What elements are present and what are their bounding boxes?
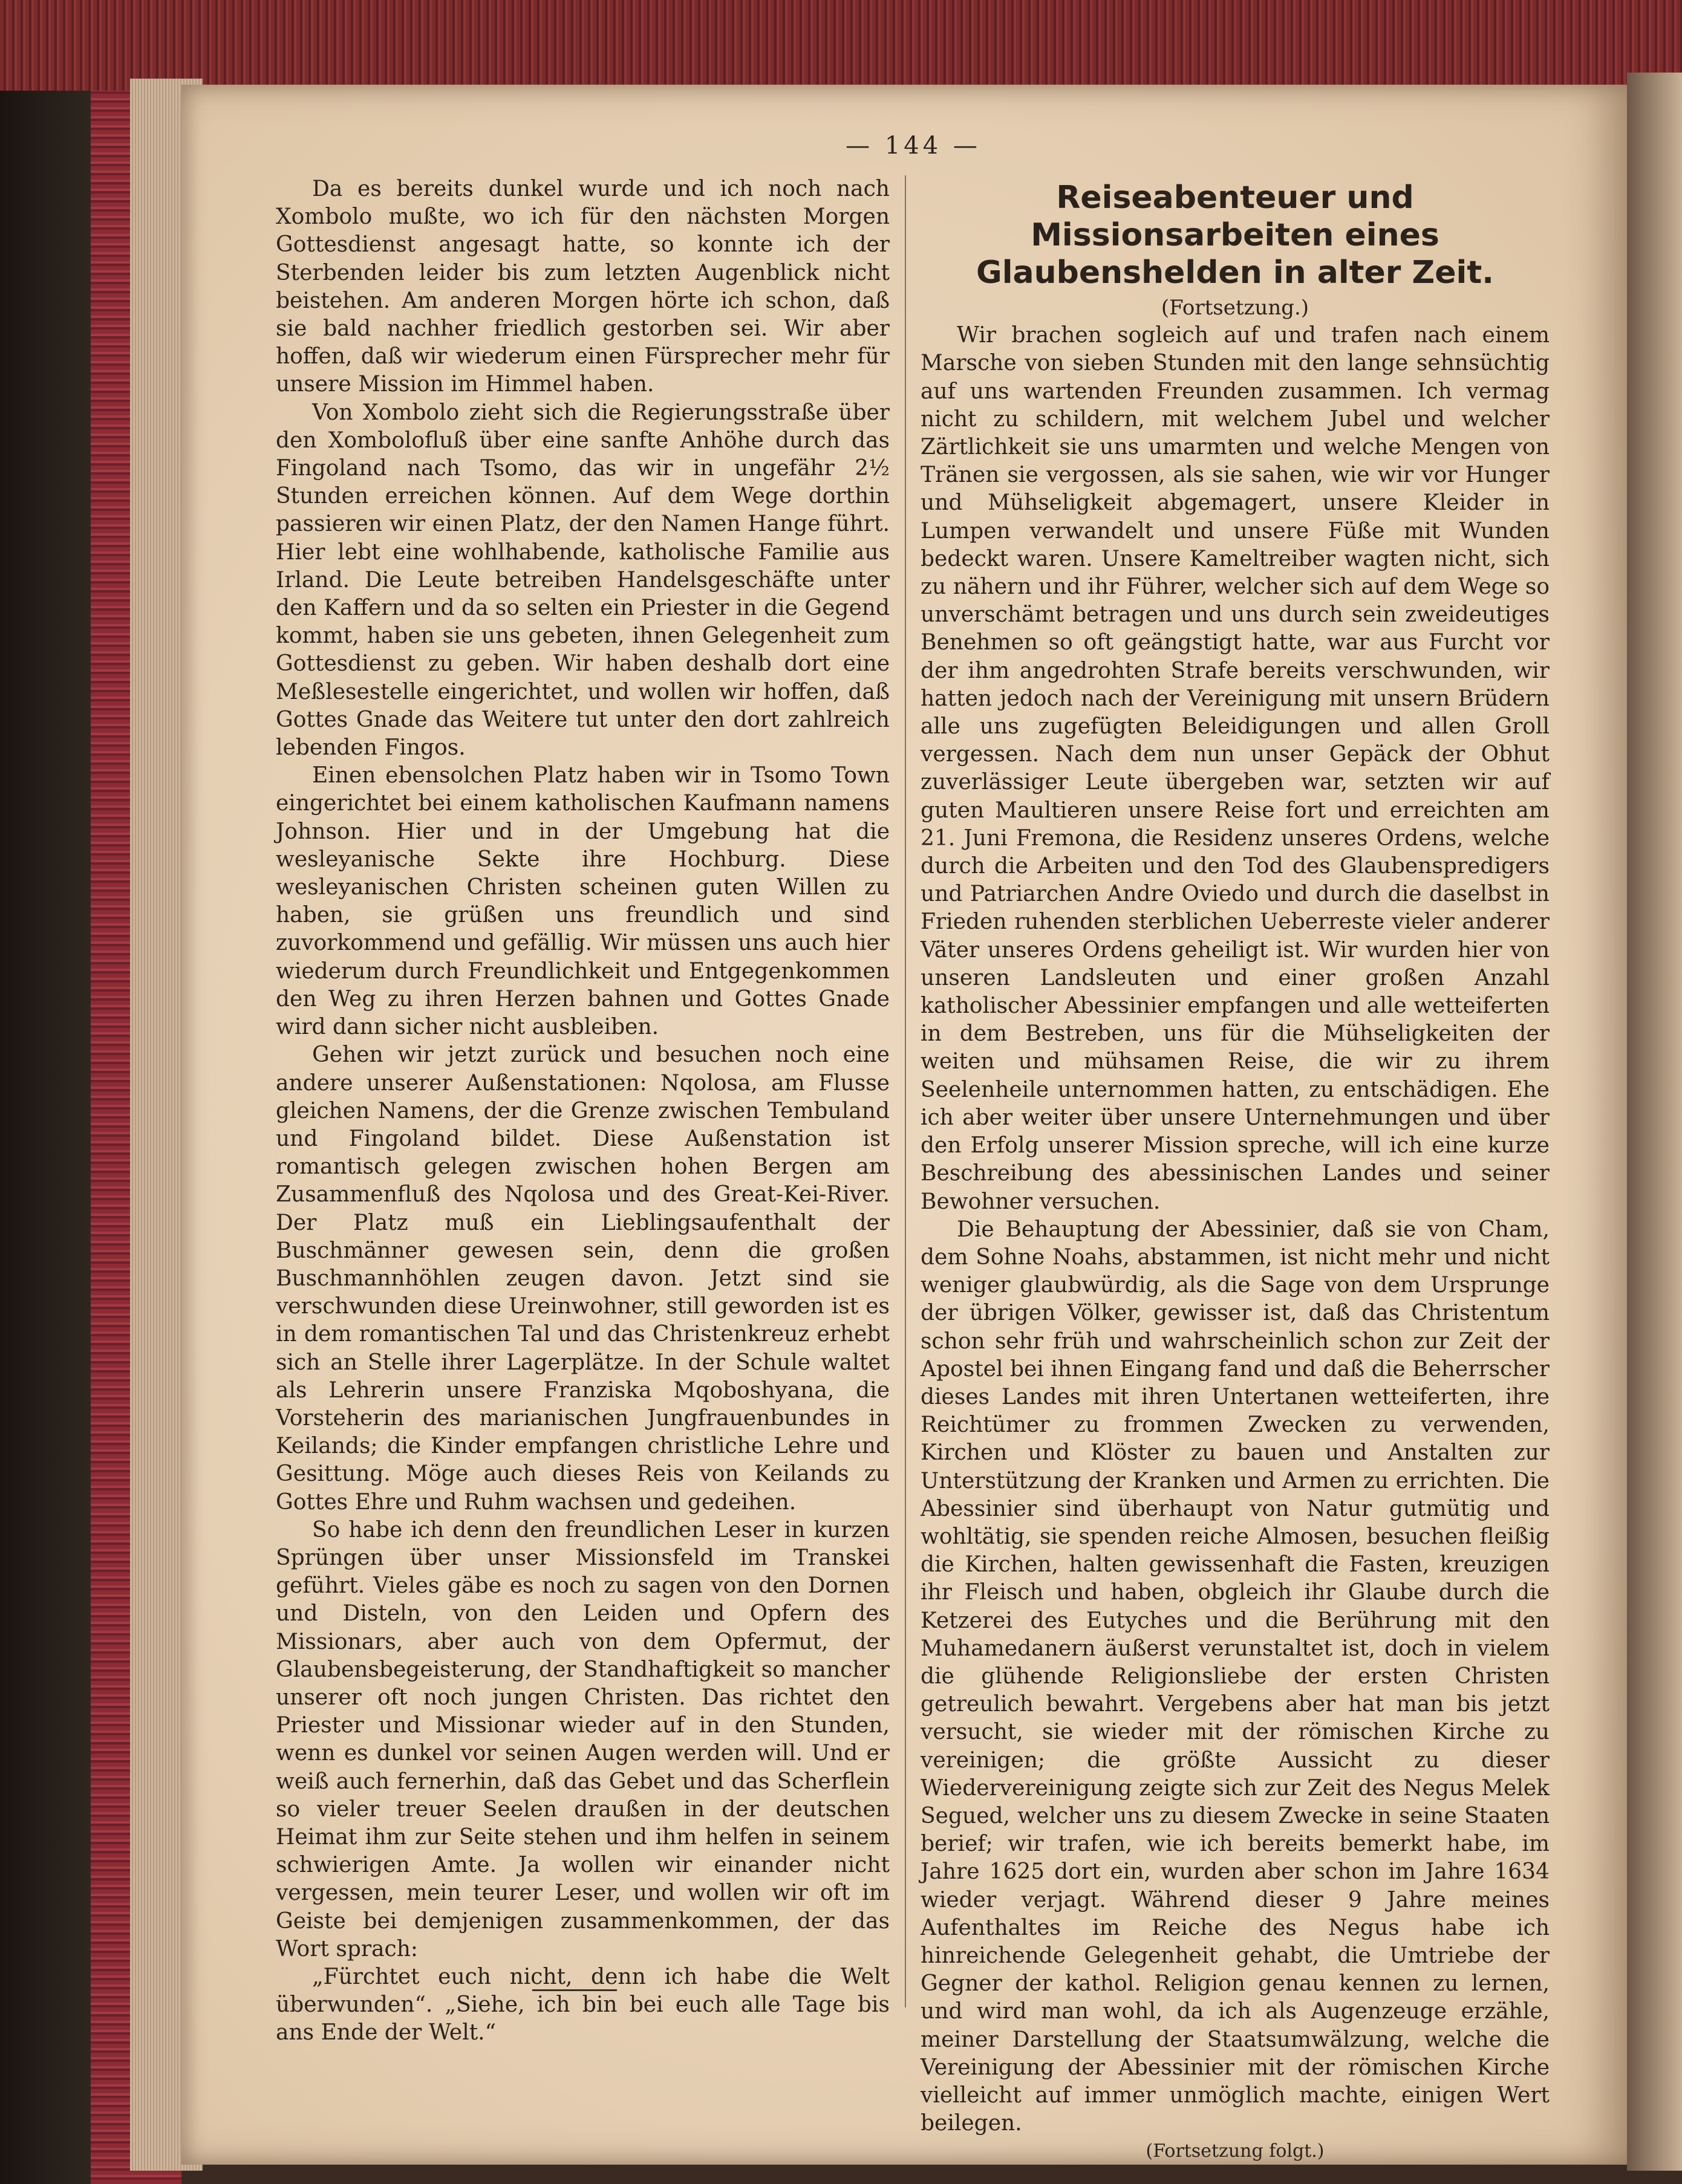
- right-column: [921, 175, 1550, 2166]
- column-divider: [905, 175, 906, 2007]
- book-binding-top: [0, 0, 1682, 91]
- paragraph: Von Xombolo zieht sich die Regierungsstraße über den Xombolofluß über eine sanfte Anhöhe durch das Fingoland nach Tsomo, das wir in ungefähr 2½ Stunden erreichen können. Auf dem Wege dorthin passieren wir einen Platz, der den Namen Hange führt. Hier lebt eine wohlhabende, katholische Familie aus Irland. Die Leute betreiben Handelsgeschäfte unter den Kaffern und da so selten ein Priester in die Gegend kommt, haben sie uns gebeten, ihnen Gelegenheit zum Gottesdienst zu geben. Wir haben deshalb dort eine Meßlesestelle eingerichtet, und wollen wir hoffen, daß Gottes Gnade das Weitere tut unter den dort zahlreich lebenden Fingos.: [276, 400, 890, 761]
- paragraph: Gehen wir jetzt zurück und besuchen noch eine andere unserer Außenstationen: Nqolosa, am Flusse gleichen Namens, der die Grenze zwischen Tembuland und Fingoland bildet. Diese Außenstation ist romantisch gelegen zwischen hohen Bergen am Zusammenfluß des Nqolosa und des Great-Kei-River. Der Platz muß ein Lieblingsaufenthalt der Buschmänner gewesen sein, denn die großen Buschmannhöhlen zeugen davon. Jetzt sind sie verschwunden diese Ureinwohner, still geworden ist es in dem romantischen Tal und das Christenkreuz erhebt sich an Stelle ihrer Lagerplätze. In der Schule waltet als Lehrerin unsere Franziska Mqoboshyana, die Vorsteherin des marianischen Jungfrauenbundes in Keilands; die Kinder empfangen christliche Lehre und Gesittung. Möge auch dieses Reis von Keilands zu Gottes Ehre und Ruhm wachsen und gedeihen.: [276, 1042, 890, 1515]
- article-subtitle: (Fortsetzung.): [1161, 296, 1309, 320]
- facing-page-edge: [1627, 73, 1682, 2171]
- paragraph: Da es bereits dunkel wurde und ich noch nach Xombolo mußte, wo ich für den nächsten Morgen Gottesdienst angesagt hatte, so konnte ich der Sterbenden leider bis zum letzten Augenblick nicht beistehen. Am anderen Morgen hörte ich schon, daß sie bald nachher friedlich gestorben sei. Wir aber hoffen, daß wir wiederum einen Fürsprecher mehr für unsere Mission im Himmel haben.: [276, 177, 890, 397]
- left-column: [276, 175, 890, 2047]
- paragraph: Wir brachen sogleich auf und trafen nach einem Marsche von sieben Stunden mit den lange sehnsüchtig auf uns wartenden Freunden zusammen. Ich vermag nicht zu schildern, mit welchem Jubel und welcher Zärtlichkeit sie uns umarmten und welche Mengen von Tränen sie vergossen, als sie sahen, wie wir vor Hunger und Mühseligkeit abgemagert, unsere Kleider in Lumpen verwandelt und unsere Füße mit Wunden bedeckt waren. Unsere Kameltreiber wagten nicht, sich zu nähern und ihr Führer, welcher sich auf dem Wege so unverschämt betragen und uns durch sein zweideutiges Benehmen so oft geängstigt hatte, war aus Furcht vor der ihm angedrohten Strafe bereits verschwunden, wir hatten jedoch nach der Vereinigung mit unsern Brüdern alle uns zugefügten Beleidigungen und allen Groll vergessen. Nach dem nun unser Gepäck der Obhut zuverlässiger Leute übergeben war, setzten wir auf guten Maultieren unsere Reise fort und erreichten am 21. Juni Fremona, die Residenz unseres Ordens, welche durch die Arbeiten und den Tod des Glaubenspredigers und Patriarchen Andre Oviedo und durch die daselbst in Frieden ruhenden sterblichen Ueberreste vieler anderer Väter unseres Ordens geheiligt ist. Wir wurden hier von unseren Landsleuten und einer großen Anzahl katholischer Abessinier empfangen und alle wetteiferten in dem Bestreben, uns für die Mühseligkeiten der weiten und mühsamen Reise, die wir zu ihrem Seelenheile unternommen hatten, zu entschädigen. Ehe ich aber weiter über unsere Unternehmungen und über den Erfolg unserer Mission spreche, will ich eine kurze Beschreibung des abessinischen Landes und seiner Bewohner versuchen.: [921, 323, 1550, 1214]
- article-title: Reiseabenteuer und Missionsarbeiten eines Glaubenshelden in alter Zeit.: [976, 180, 1494, 291]
- paragraph: Die Behauptung der Abessinier, daß sie von Cham, dem Sohne Noahs, abstammen, ist nicht mehr und nicht weniger glaubwürdig, als die Sage von dem Ursprunge der übrigen Völker, gewisser ist, daß das Christentum schon sehr früh und wahrscheinlich schon zur Zeit der Apostel bei ihnen Eingang fand und daß die Beherrscher dieses Landes mit ihren Untertanen wetteiferten, ihre Reichtümer zu frommen Zwecken zu verwenden, Kirchen und Klöster zu bauen und Anstalten zur Unterstützung der Kranken und Armen zu errichten. Die Abessinier sind überhaupt von Natur gutmütig und wohltätig, sie spenden reiche Almosen, besuchen fleißig die Kirchen, halten gewissenhaft die Fasten, kreuzigen ihr Fleisch und haben, obgleich ihr Glaube durch die Ketzerei des Eutyches und die Berührung mit den Muhamedanern äußerst verunstaltet ist, doch in vielem die glühende Religionsliebe der ersten Christen getreulich bewahrt. Vergebens aber hat man bis jetzt versucht, sie wieder mit der römischen Kirche zu vereinigen; die größte Aussicht zu dieser Wiedervereinigung zeigte sich zur Zeit des Negus Melek Segued, welcher uns zu diesem Zwecke in seine Staaten berief; wir trafen, wie ich bereits bemerkt habe, im Jahre 1625 dort ein, wurden aber schon im Jahre 1634 wieder verjagt. Während dieser 9 Jahre meines Aufenthaltes im Reiche des Negus habe ich hinreichende Gelegenheit gehabt, die Umtriebe der Gegner der kathol. Religion genau kennen zu lernen, und wird man wohl, da ich als Augenzeuge erzähle, meiner Darstellung der Staatsumwälzung, welche die Vereinigung der Abessinier mit der römischen Kirche vielleicht auf immer unmöglich machte, einigen Wert beilegen.: [921, 1217, 1550, 2136]
- page-number: — 144 —: [846, 132, 981, 160]
- quote-paragraph: „Fürchtet euch nicht, denn ich habe die Welt überwunden“. „Siehe, ich bin bei euch alle Tage bis ans Ende der Welt.“: [276, 1965, 890, 2046]
- section-end-rule: [532, 1989, 617, 1991]
- continued-note: (Fortsetzung folgt.): [1146, 2140, 1325, 2162]
- paragraph: So habe ich denn den freundlichen Leser in kurzen Sprüngen über unser Missionsfeld im Transkei geführt. Vieles gäbe es noch zu sagen von den Dornen und Disteln, von den Leiden und Opfern des Missionars, aber auch von dem Opfermut, der Glaubensbegeisterung, der Standhaftigkeit so mancher unserer oft noch jungen Christen. Das richtet den Priester und Missionar wieder auf in den Stunden, wenn es dunkel vor seinen Augen werden will. Und er weiß auch fernerhin, daß das Gebet und das Scherflein so vieler treuer Seelen draußen in der deutschen Heimat ihm zur Seite stehen und ihm helfen in seinem schwierigen Amte. Ja wollen wir einander nicht vergessen, mein teurer Leser, und wollen wir oft im Geiste bei demjenigen zusammenkommen, der das Wort sprach:: [276, 1517, 890, 1961]
- paragraph: Einen ebensolchen Platz haben wir in Tsomo Town eingerichtet bei einem katholischen Kaufmann namens Johnson. Hier und in der Umgebung hat die wesleyanische Sekte ihre Hochburg. Diese wesleyanischen Christen scheinen guten Willen zu haben, sie grüßen uns freundlich und sind zuvorkommend und gefällig. Wir müssen uns auch hier wiederum durch Freundlichkeit und Entgegenkommen den Weg zu ihren Herzen bahnen und Gottes Gnade wird dann sicher nicht ausbleiben.: [276, 763, 890, 1040]
- book-binding-spine: [0, 0, 91, 2184]
